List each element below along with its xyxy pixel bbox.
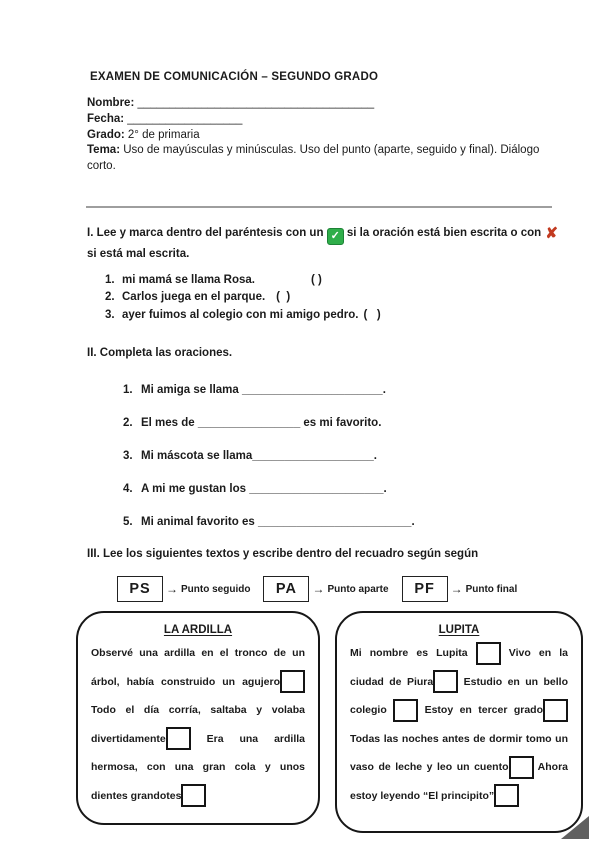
fill-in-item xyxy=(123,482,571,496)
card-title: LUPITA xyxy=(438,624,480,636)
arrow-icon: → xyxy=(312,582,325,596)
legend-label: Punto seguido xyxy=(181,583,251,595)
checkmark-icon: ✓ xyxy=(327,228,344,245)
answer-box[interactable] xyxy=(543,699,568,722)
legend-label: Punto final xyxy=(465,583,518,595)
topic-field xyxy=(87,143,567,175)
fill-in-item xyxy=(123,416,571,430)
date-field xyxy=(87,112,567,128)
fill-in-item xyxy=(123,515,571,529)
fill-in-text[interactable]: Mi animal favorito es ________________________. xyxy=(141,516,415,528)
section-1-heading-text-2: si la oración está bien escrita o con xyxy=(346,227,542,239)
section-1-heading-text-3: si está mal escrita. xyxy=(87,248,190,261)
card-text: Mi nombre es Lupita Vivo en la ciudad de Piura Estudio en un bello colegio Estoy en tercer grado Todas las noches antes de dormir tomo un vaso de leche y leo un cuento Ahora estoy leyendo “El principito” xyxy=(350,639,568,810)
section-1-heading xyxy=(87,224,571,265)
section-1 xyxy=(87,224,571,324)
cross-icon: ✘ xyxy=(545,225,558,242)
section-2-items xyxy=(87,383,571,529)
student-info xyxy=(87,96,567,175)
item-number: 3. xyxy=(123,450,133,462)
item-text: Carlos juega en el parque. xyxy=(122,291,266,304)
item-text: ayer fuimos al colegio con mi amigo pedro. xyxy=(122,308,359,321)
topic-label: Tema: xyxy=(87,144,121,157)
name-field xyxy=(87,96,567,112)
fill-in-text[interactable]: El mes de ________________ es mi favorito. xyxy=(141,417,382,429)
answer-box[interactable] xyxy=(494,784,519,807)
answer-box[interactable] xyxy=(476,642,501,665)
legend-item-pa xyxy=(263,576,388,602)
section-2 xyxy=(87,346,571,548)
fill-in-item xyxy=(123,383,571,397)
item-number: 1. xyxy=(123,384,133,396)
answer-box[interactable] xyxy=(509,756,534,779)
sentence-item xyxy=(105,289,571,307)
text-card-lupita xyxy=(335,611,583,833)
page-title: EXAMEN DE COMUNICACIÓN – SEGUNDO GRADO xyxy=(90,71,379,83)
legend-item-pf xyxy=(402,576,518,602)
section-1-items xyxy=(87,272,571,325)
horizontal-divider xyxy=(86,206,552,208)
answer-box[interactable] xyxy=(181,784,206,807)
fill-in-item xyxy=(123,449,571,463)
grade-field xyxy=(87,128,567,144)
answer-box[interactable] xyxy=(433,670,458,693)
item-number: 1. xyxy=(105,273,115,286)
answer-box[interactable] xyxy=(166,727,191,750)
page-corner-fold xyxy=(561,816,589,839)
legend-item-ps xyxy=(117,576,250,602)
pf-box: PF xyxy=(402,576,448,602)
sentence-item xyxy=(105,307,571,325)
fill-in-text[interactable]: Mi amiga se llama ______________________. xyxy=(141,384,386,396)
topic-value: Uso de mayúsculas y minúsculas. Uso del punto (aparte, seguido y final). Diálogo corto. xyxy=(87,144,540,173)
ps-box: PS xyxy=(117,576,163,602)
fill-in-text[interactable]: A mi me gustan los _____________________. xyxy=(141,483,387,495)
item-number: 2. xyxy=(123,417,133,429)
answer-parenthesis[interactable]: ( ) xyxy=(276,291,291,304)
name-blank[interactable]: _____________________________________ xyxy=(137,97,375,109)
item-number: 4. xyxy=(123,483,133,495)
answer-box[interactable] xyxy=(393,699,418,722)
sentence-item xyxy=(105,272,571,290)
answer-box[interactable] xyxy=(280,670,305,693)
section-1-heading-text-1: I. Lee y marca dentro del paréntesis con un xyxy=(87,227,324,239)
section-2-heading: II. Completa las oraciones. xyxy=(87,347,233,359)
card-text: Observé una ardilla en el tronco de un árbol, había construido un agujero Todo el día corría, saltaba y volaba divertidamente Era una ardilla hermosa, con una gran cola y unos dientes grandotes xyxy=(91,639,305,810)
arrow-icon: → xyxy=(450,582,463,596)
item-number: 5. xyxy=(123,516,133,528)
punctuation-legend xyxy=(117,576,517,602)
arrow-icon: → xyxy=(166,582,178,596)
item-number: 2. xyxy=(105,291,115,304)
section-3-heading: III. Lee los siguientes textos y escribe dentro del recuadro según según xyxy=(87,548,479,560)
grade-value: 2° de primaria xyxy=(127,128,200,141)
pa-box: PA xyxy=(263,576,309,602)
card-title: LA ARDILLA xyxy=(163,624,233,636)
name-label: Nombre: xyxy=(87,97,135,109)
answer-parenthesis[interactable]: ( ) xyxy=(363,308,381,321)
date-label: Fecha: xyxy=(87,112,125,125)
item-text: mi mamá se llama Rosa. xyxy=(122,273,255,286)
legend-label: Punto aparte xyxy=(327,583,389,595)
grade-label: Grado: xyxy=(87,128,125,141)
text-card-ardilla xyxy=(76,611,320,825)
answer-parenthesis[interactable]: ( ) xyxy=(310,273,322,286)
item-number: 3. xyxy=(105,308,115,321)
date-blank[interactable]: __________________ xyxy=(127,112,243,125)
fill-in-text[interactable]: Mi máscota se llama___________________. xyxy=(141,450,377,462)
